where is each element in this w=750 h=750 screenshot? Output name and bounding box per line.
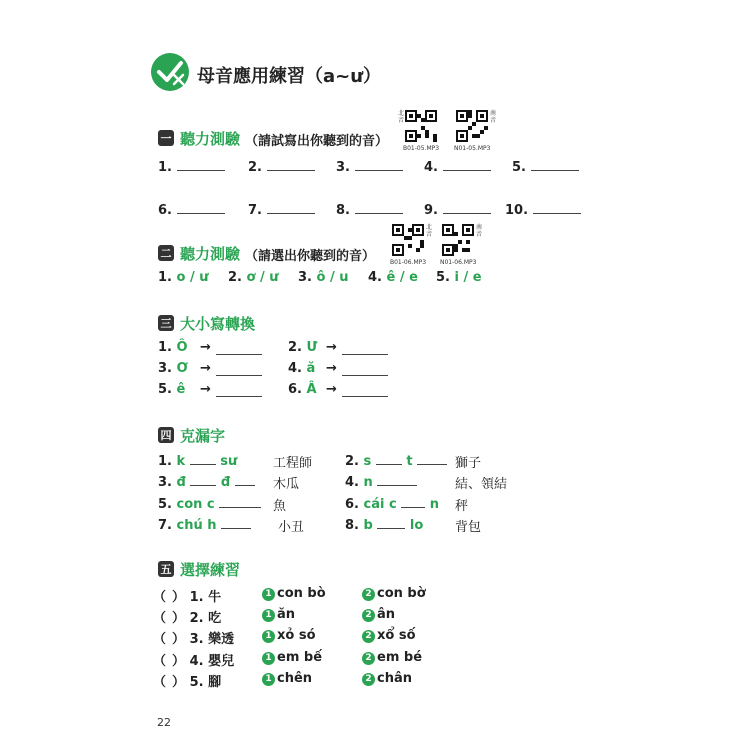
choice-row[interactable]: （ ） 3. 樂透 bbox=[153, 632, 235, 647]
cloze-meaning: 魚 bbox=[273, 499, 287, 514]
cloze-meaning: 結、領結 bbox=[455, 477, 508, 492]
cloze-item[interactable]: 8. b lo bbox=[345, 518, 424, 533]
option-2[interactable]: 2 xổ số bbox=[362, 628, 416, 643]
case-item[interactable]: 6. Â → bbox=[288, 382, 317, 397]
choice-row[interactable]: （ ） 1. 牛 bbox=[153, 590, 222, 605]
section-title-3: 大小寫轉換 bbox=[180, 315, 256, 333]
qr-code-icon[interactable] bbox=[456, 110, 488, 142]
qr-side-label: 北音 bbox=[398, 110, 405, 124]
qr-file-label: N01-06.MP3 bbox=[440, 259, 477, 266]
case-item[interactable]: 4. ă → bbox=[288, 361, 315, 376]
section-badge-1: 一 bbox=[158, 130, 174, 146]
cloze-meaning: 獅子 bbox=[455, 456, 482, 471]
option-1[interactable]: 1 chên bbox=[262, 671, 312, 686]
blank-item[interactable]: 10. bbox=[505, 201, 581, 218]
check-cross-icon bbox=[150, 52, 190, 92]
blank-item[interactable]: 1. bbox=[158, 158, 225, 175]
case-item[interactable]: 1. Ô → bbox=[158, 340, 188, 355]
option-2[interactable]: 2 con bờ bbox=[362, 586, 426, 601]
blank-item[interactable]: 6. bbox=[158, 201, 225, 218]
choice-row[interactable]: （ ） 5. 腳 bbox=[153, 675, 222, 690]
section-badge-2: 二 bbox=[158, 245, 174, 261]
cloze-item[interactable]: 4. n bbox=[345, 473, 417, 490]
cloze-item[interactable]: 6. cái c n bbox=[345, 497, 440, 512]
choice-row[interactable]: （ ） 4. 嬰兒 bbox=[153, 654, 235, 669]
qr-code-icon[interactable] bbox=[405, 110, 437, 142]
section-badge-5: 五 bbox=[158, 561, 174, 577]
qr-file-label: B01-05.MP3 bbox=[403, 145, 440, 152]
choice-item[interactable]: 5. i / e bbox=[436, 270, 482, 285]
option-2[interactable]: 2 em bé bbox=[362, 650, 422, 665]
choice-item[interactable]: 1. o / ư bbox=[158, 270, 209, 285]
blank-item[interactable]: 4. bbox=[424, 158, 491, 175]
qr-file-label: B01-06.MP3 bbox=[390, 259, 427, 266]
cloze-item[interactable]: 7. chú h bbox=[158, 516, 251, 533]
choice-item[interactable]: 4. ê / e bbox=[368, 270, 418, 285]
qr-side-label: 南音 bbox=[476, 224, 483, 238]
section-badge-3: 三 bbox=[158, 315, 174, 331]
option-1[interactable]: 1 ăn bbox=[262, 607, 295, 622]
option-1[interactable]: 1 con bò bbox=[262, 586, 326, 601]
section-subtitle-1: （請試寫出你聽到的音） bbox=[245, 134, 389, 149]
section-badge-4: 四 bbox=[158, 427, 174, 443]
qr-side-label: 北音 bbox=[426, 224, 433, 238]
blank-item[interactable]: 7. bbox=[248, 201, 315, 218]
page-number: 22 bbox=[157, 716, 171, 729]
blank-item[interactable]: 9. bbox=[424, 201, 491, 218]
blank-item[interactable]: 5. bbox=[512, 158, 579, 175]
case-item[interactable]: 5. ê → bbox=[158, 382, 185, 397]
qr-file-label: N01-05.MP3 bbox=[454, 145, 491, 152]
qr-code-icon[interactable] bbox=[442, 224, 474, 256]
cloze-item[interactable]: 1. k sư bbox=[158, 454, 238, 469]
section-title-4: 克漏字 bbox=[180, 427, 226, 445]
cloze-item[interactable]: 3. đ đ bbox=[158, 473, 255, 490]
choice-item[interactable]: 3. ô / u bbox=[298, 270, 349, 285]
choice-item[interactable]: 2. ơ / ư bbox=[228, 270, 279, 285]
qr-side-label: 南音 bbox=[490, 110, 497, 124]
section-title-2: 聽力測驗 bbox=[180, 245, 241, 263]
section-title-5: 選擇練習 bbox=[180, 561, 241, 579]
option-1[interactable]: 1 em bế bbox=[262, 650, 322, 665]
blank-item[interactable]: 3. bbox=[336, 158, 403, 175]
cloze-meaning: 背包 bbox=[455, 520, 482, 535]
section-title-1: 聽力測驗 bbox=[180, 130, 241, 148]
cloze-item[interactable]: 5. con c bbox=[158, 495, 261, 512]
section-subtitle-2: （請選出你聽到的音） bbox=[245, 249, 376, 264]
cloze-meaning: 秤 bbox=[455, 499, 469, 514]
choice-row[interactable]: （ ） 2. 吃 bbox=[153, 611, 222, 626]
case-item[interactable]: 2. Ư → bbox=[288, 340, 317, 355]
case-item[interactable]: 3. Ơ → bbox=[158, 361, 188, 376]
cloze-meaning: 工程師 bbox=[273, 456, 313, 471]
cloze-meaning: 小丑 bbox=[278, 520, 305, 535]
cloze-meaning: 木瓜 bbox=[273, 477, 300, 492]
option-2[interactable]: 2 ân bbox=[362, 607, 395, 622]
blank-item[interactable]: 8. bbox=[336, 201, 403, 218]
option-2[interactable]: 2 chân bbox=[362, 671, 412, 686]
option-1[interactable]: 1 xỏ só bbox=[262, 628, 316, 643]
blank-item[interactable]: 2. bbox=[248, 158, 315, 175]
qr-code-icon[interactable] bbox=[392, 224, 424, 256]
page-title: 母音應用練習（a~ư） bbox=[197, 66, 382, 87]
cloze-item[interactable]: 2. s t bbox=[345, 452, 447, 469]
